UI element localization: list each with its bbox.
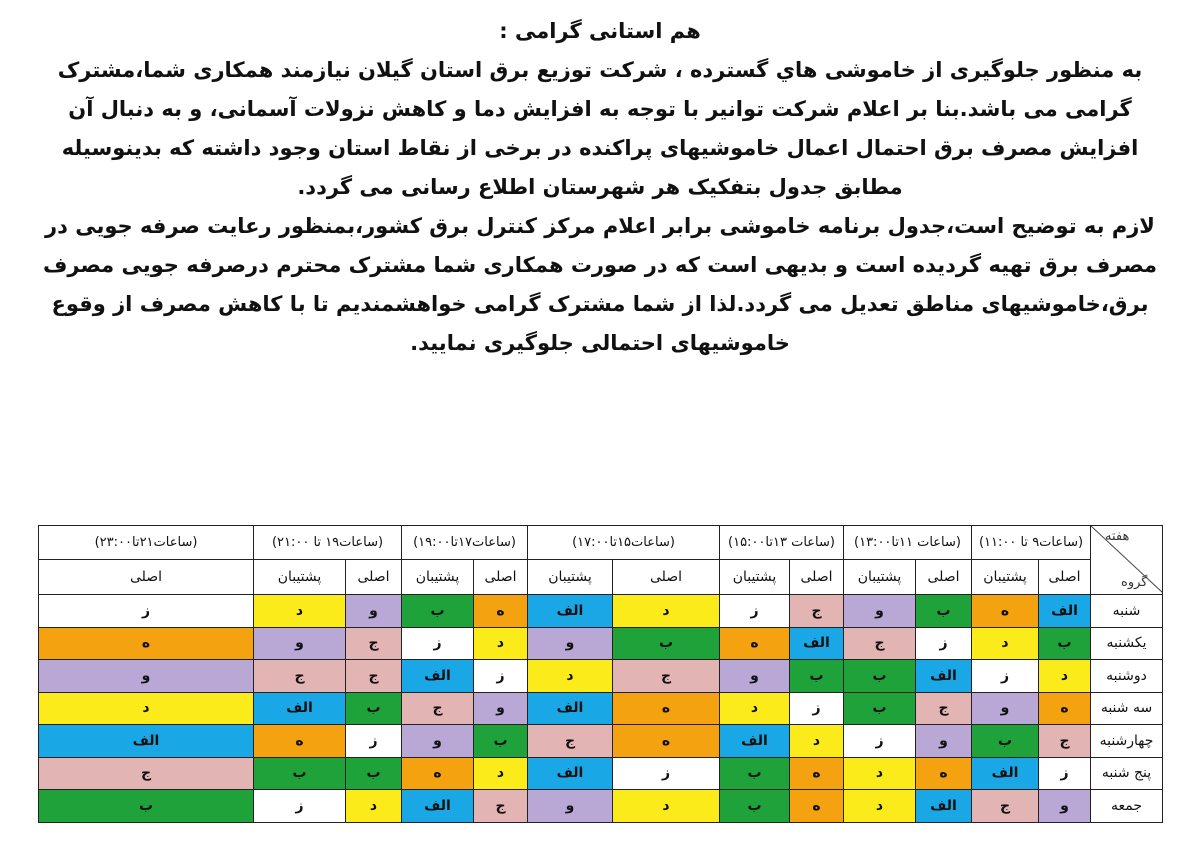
- group-cell: ز: [402, 627, 474, 660]
- group-cell: ب: [844, 692, 916, 725]
- primary-header: اصلی: [474, 560, 528, 595]
- group-cell: الف: [402, 790, 474, 823]
- group-cell: ب: [254, 757, 346, 790]
- group-cell: ه: [39, 627, 254, 660]
- schedule-table-wrap: [38, 525, 1162, 823]
- group-cell: الف: [39, 725, 254, 758]
- primary-header: اصلی: [346, 560, 402, 595]
- schedule-row: [39, 627, 1163, 660]
- group-cell: ب: [790, 660, 844, 693]
- greeting: هم استانی گرامی :: [499, 19, 701, 43]
- group-cell: ه: [613, 725, 720, 758]
- time-slot-header: (ساعات۹ تا ۱۱:۰۰): [972, 526, 1091, 560]
- group-cell: الف: [1039, 595, 1091, 628]
- group-cell: د: [613, 595, 720, 628]
- group-cell: ب: [720, 757, 790, 790]
- time-slot-header: (ساعات۱۵تا۱۷:۰۰): [528, 526, 720, 560]
- schedule-row: [39, 790, 1163, 823]
- group-cell: ه: [790, 790, 844, 823]
- group-cell: ج: [790, 595, 844, 628]
- group-cell: ج: [402, 692, 474, 725]
- group-cell: ه: [972, 595, 1039, 628]
- group-cell: الف: [916, 790, 972, 823]
- day-label: دوشنبه: [1091, 660, 1163, 693]
- group-cell: ج: [613, 660, 720, 693]
- schedule-row: [39, 692, 1163, 725]
- group-cell: ز: [254, 790, 346, 823]
- schedule-row: [39, 660, 1163, 693]
- group-cell: و: [528, 790, 613, 823]
- group-cell: د: [254, 595, 346, 628]
- group-cell: و: [402, 725, 474, 758]
- group-cell: د: [790, 725, 844, 758]
- group-cell: ج: [474, 790, 528, 823]
- backup-header: پشتیبان: [720, 560, 790, 595]
- group-cell: الف: [720, 725, 790, 758]
- group-cell: ج: [528, 725, 613, 758]
- day-label: پنج شنبه: [1091, 757, 1163, 790]
- group-cell: الف: [528, 595, 613, 628]
- schedule-row: [39, 595, 1163, 628]
- group-cell: د: [346, 790, 402, 823]
- group-cell: ه: [402, 757, 474, 790]
- backup-header: پشتیبان: [844, 560, 916, 595]
- day-label: یکشنبه: [1091, 627, 1163, 660]
- group-cell: ب: [474, 725, 528, 758]
- corner-cell: [1091, 526, 1163, 595]
- group-cell: د: [474, 627, 528, 660]
- group-cell: د: [720, 692, 790, 725]
- group-cell: د: [528, 660, 613, 693]
- group-cell: ج: [346, 627, 402, 660]
- group-cell: ه: [254, 725, 346, 758]
- time-slot-header: (ساعات ۱۱تا۱۳:۰۰): [844, 526, 972, 560]
- group-cell: و: [1039, 790, 1091, 823]
- group-cell: و: [844, 595, 916, 628]
- group-cell: ه: [916, 757, 972, 790]
- primary-header: اصلی: [613, 560, 720, 595]
- day-label: جمعه: [1091, 790, 1163, 823]
- group-cell: ز: [474, 660, 528, 693]
- group-cell: ج: [346, 660, 402, 693]
- schedule-table: [38, 525, 1163, 823]
- group-cell: ب: [916, 595, 972, 628]
- group-cell: ز: [790, 692, 844, 725]
- group-cell: الف: [402, 660, 474, 693]
- group-cell: ب: [346, 692, 402, 725]
- group-cell: و: [254, 627, 346, 660]
- group-cell: ز: [1039, 757, 1091, 790]
- corner-week-label: هفته: [1105, 529, 1130, 544]
- group-cell: ز: [916, 627, 972, 660]
- group-cell: و: [528, 627, 613, 660]
- day-label: چهارشنبه: [1091, 725, 1163, 758]
- primary-header: اصلی: [39, 560, 254, 595]
- group-cell: و: [474, 692, 528, 725]
- day-label: شنبه: [1091, 595, 1163, 628]
- group-cell: د: [844, 790, 916, 823]
- group-cell: د: [1039, 660, 1091, 693]
- backup-header: پشتیبان: [528, 560, 613, 595]
- group-cell: ب: [39, 790, 254, 823]
- schedule-row: [39, 757, 1163, 790]
- group-cell: و: [346, 595, 402, 628]
- group-cell: ه: [790, 757, 844, 790]
- group-cell: ج: [916, 692, 972, 725]
- group-cell: ه: [613, 692, 720, 725]
- group-cell: د: [39, 692, 254, 725]
- schedule-row: [39, 725, 1163, 758]
- group-cell: د: [474, 757, 528, 790]
- group-cell: ب: [402, 595, 474, 628]
- group-cell: ج: [254, 660, 346, 693]
- primary-header: اصلی: [916, 560, 972, 595]
- day-label: سه شنبه: [1091, 692, 1163, 725]
- time-slot-header: (ساعات۱۷تا۱۹:۰۰): [402, 526, 528, 560]
- group-cell: الف: [528, 757, 613, 790]
- time-slot-header: (ساعات ۱۳تا۱۵:۰۰): [720, 526, 844, 560]
- group-cell: الف: [916, 660, 972, 693]
- group-cell: ز: [720, 595, 790, 628]
- group-cell: ز: [844, 725, 916, 758]
- group-cell: ج: [844, 627, 916, 660]
- group-cell: ب: [844, 660, 916, 693]
- group-cell: د: [613, 790, 720, 823]
- backup-header: پشتیبان: [402, 560, 474, 595]
- group-cell: ه: [474, 595, 528, 628]
- group-cell: د: [844, 757, 916, 790]
- group-cell: ب: [720, 790, 790, 823]
- group-cell: و: [720, 660, 790, 693]
- primary-header: اصلی: [1039, 560, 1091, 595]
- time-slot-header: (ساعات۲۱تا۲۳:۰۰): [39, 526, 254, 560]
- group-cell: و: [972, 692, 1039, 725]
- time-slot-header: (ساعات۱۹ تا ۲۱:۰۰): [254, 526, 402, 560]
- group-cell: ج: [1039, 725, 1091, 758]
- primary-header: اصلی: [790, 560, 844, 595]
- group-cell: د: [972, 627, 1039, 660]
- group-cell: الف: [528, 692, 613, 725]
- notice-paragraph-2: لازم به توضیح است،جدول برنامه خاموشی برابر اعلام مرکز کنترل برق کشور،بمنظور رعایت صرفه جویی در مصرف برق تهیه گردیده است و بدیهی است که در صورت همکاری شما مشترک محترم درصرفه جویی مصرف برق،خاموشیهای مناطق تعدیل می گردد.لذا از شما مشترک گرامی خواهشمندیم تا با کاهش مصرف از وقوع خاموشیهای احتمالی جلوگیری نمایید.: [42, 214, 1158, 355]
- group-cell: ج: [39, 757, 254, 790]
- group-cell: ز: [613, 757, 720, 790]
- corner-group-label: گروه: [1121, 575, 1148, 590]
- backup-header: پشتیبان: [972, 560, 1039, 595]
- group-cell: ج: [972, 790, 1039, 823]
- group-cell: ب: [1039, 627, 1091, 660]
- group-cell: و: [916, 725, 972, 758]
- group-cell: ب: [346, 757, 402, 790]
- group-cell: ه: [720, 627, 790, 660]
- group-cell: ه: [1039, 692, 1091, 725]
- group-cell: و: [39, 660, 254, 693]
- notice-paragraph-1: به منظور جلوگیری از خاموشی هاي گسترده ، شرکت توزیع برق استان گیلان نیازمند همکاری شما،مشترک گرامی می باشد.بنا بر اعلام شرکت توانیر با توجه به افزایش دما و کاهش نزولات آسمانی، و به دنبال آن افزایش مصرف برق احتمال اعمال خاموشیهای پراکنده در برخی از نقاط استان وجود داشته که بدینوسیله مطابق جدول بتفکیک هر شهرستان اطلاع رسانی می گردد.: [57, 58, 1143, 199]
- backup-header: پشتیبان: [254, 560, 346, 595]
- group-cell: الف: [790, 627, 844, 660]
- notice: [0, 0, 1200, 363]
- group-cell: ز: [39, 595, 254, 628]
- group-cell: الف: [972, 757, 1039, 790]
- group-cell: ب: [972, 725, 1039, 758]
- group-cell: ز: [972, 660, 1039, 693]
- group-cell: الف: [254, 692, 346, 725]
- group-cell: ب: [613, 627, 720, 660]
- group-cell: ز: [346, 725, 402, 758]
